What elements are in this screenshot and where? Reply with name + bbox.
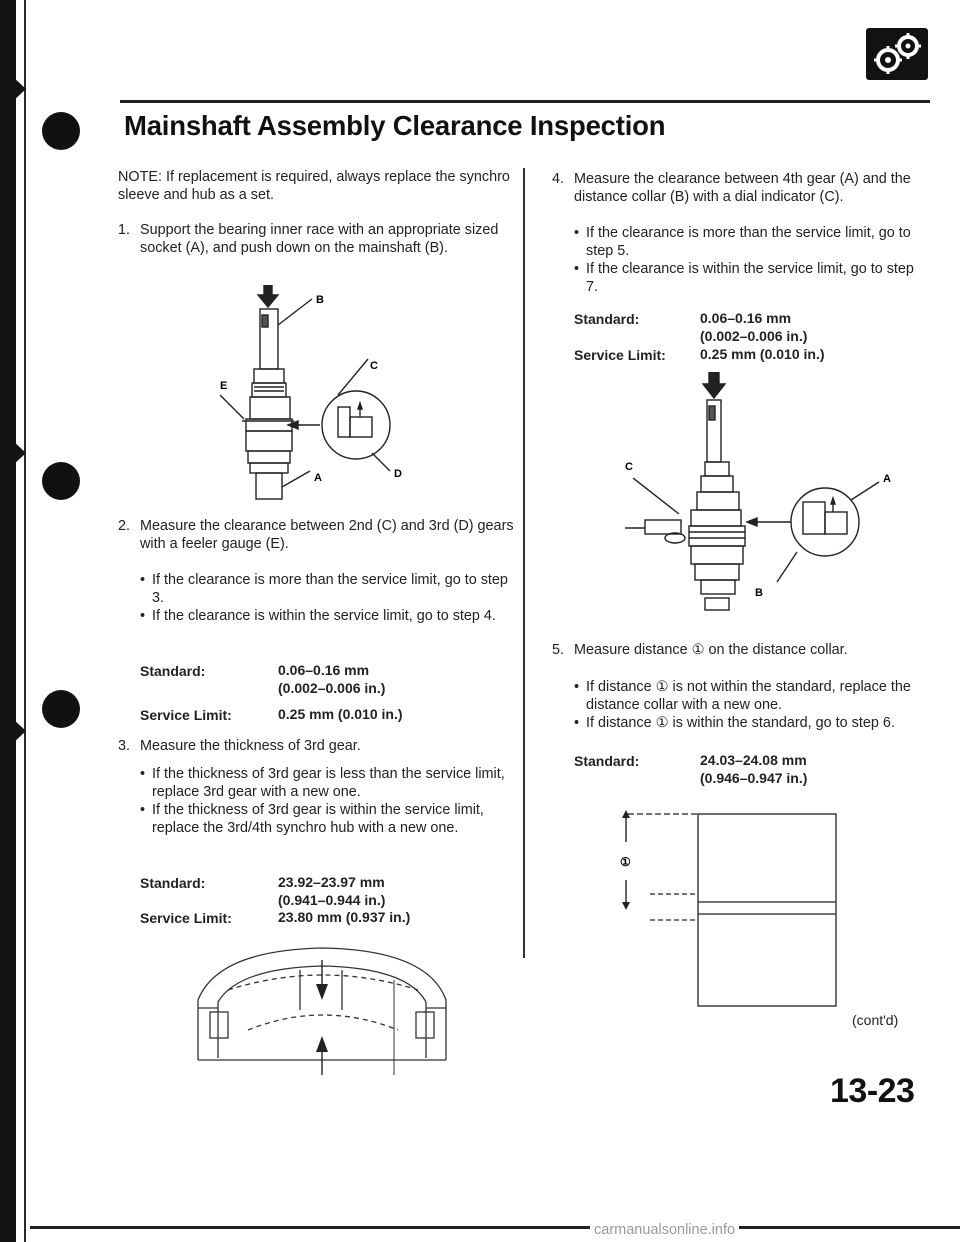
service-limit-label: Service Limit: [140, 910, 232, 926]
bullet-item: • If distance ① is within the standard, go to step 6. [574, 715, 895, 731]
section-dot-icon [42, 690, 80, 728]
figure-label: C [370, 360, 378, 372]
step-number: 3. [118, 738, 131, 754]
step-text: Measure the thickness of 3rd gear. [140, 738, 361, 754]
section-dot-icon [42, 462, 80, 500]
binding-spine [0, 0, 16, 1242]
section-dot-icon [42, 112, 80, 150]
standard-value: 0.06–0.16 mm [700, 310, 792, 326]
page-title: Mainshaft Assembly Clearance Inspection [124, 110, 666, 141]
service-limit-label: Service Limit: [574, 347, 666, 363]
standard-label: Standard: [140, 875, 206, 891]
step-number: 4. [552, 171, 565, 187]
footer-rule [30, 1226, 960, 1229]
step-3 [118, 737, 518, 755]
step-text: Measure distance ① on the distance collar. [574, 642, 848, 658]
bullet-item: • If the clearance is within the service limit, go to step 7. [574, 261, 914, 295]
page-number: 13-23 [830, 1072, 915, 1110]
bullet-item: • If the clearance is more than the service limit, go to step 3. [140, 572, 508, 606]
figure-label: A [883, 473, 891, 485]
step-number: 1. [118, 222, 131, 238]
continued-label: (cont'd) [852, 1012, 899, 1028]
distance-marker: ① [620, 855, 631, 869]
step-text: Measure the clearance between 4th gear (A) and the distance collar (B) with a dial indicator (C). [574, 171, 911, 205]
standard-label: Standard: [574, 311, 640, 327]
gears-icon [866, 28, 928, 80]
service-limit-value: 23.80 mm (0.937 in.) [278, 909, 411, 925]
figure-label: D [394, 468, 402, 480]
step-number: 5. [552, 642, 565, 658]
step-1 [118, 221, 518, 257]
figure-dial-indicator [615, 372, 895, 612]
standard-label: Standard: [140, 663, 206, 679]
step-number: 2. [118, 518, 131, 534]
section-tab-marker [0, 76, 24, 102]
bullet-item: • If the thickness of 3rd gear is within the service limit, replace the 3rd/4th synchro hub with a new one. [140, 802, 484, 836]
service-limit-value: 0.25 mm (0.010 in.) [700, 346, 825, 362]
standard-value: 0.06–0.16 mm [278, 662, 370, 678]
figure-3rd-gear-thickness [188, 940, 458, 1075]
margin-rule [24, 0, 26, 1242]
bullet-item: • If the clearance is within the service limit, go to step 4. [140, 608, 496, 624]
standard-value: 24.03–24.08 mm [700, 752, 807, 768]
section-tab-marker [0, 718, 24, 744]
standard-value: 23.92–23.97 mm [278, 874, 385, 890]
service-limit-value: 0.25 mm (0.010 in.) [278, 706, 403, 722]
figure-distance-collar [610, 810, 840, 1010]
figure-label: B [755, 587, 763, 599]
standard-value-inches: (0.002–0.006 in.) [700, 328, 808, 344]
service-limit-label: Service Limit: [140, 707, 232, 723]
step-text: Support the bearing inner race with an appropriate sized socket (A), and push down on the mainshaft (B). [140, 222, 499, 256]
watermark-text: carmanualsonline.info [590, 1222, 739, 1238]
figure-label: A [314, 472, 322, 484]
column-divider [523, 168, 525, 958]
standard-label: Standard: [574, 753, 640, 769]
header-rule [120, 100, 930, 103]
step-2 [118, 517, 518, 553]
standard-value-inches: (0.002–0.006 in.) [278, 680, 386, 696]
figure-mainshaft-feeler-gauge [220, 285, 420, 510]
section-tab-marker [0, 440, 24, 466]
bullet-item: • If the clearance is more than the service limit, go to step 5. [574, 225, 911, 259]
bullet-item: • If the thickness of 3rd gear is less than the service limit, replace 3rd gear with a new one. [140, 766, 505, 800]
step-5 [552, 641, 924, 659]
note-text: NOTE: If replacement is required, always replace the synchro sleeve and hub as a set. [118, 169, 510, 203]
standard-value-inches: (0.941–0.944 in.) [278, 892, 386, 908]
figure-label: E [220, 380, 228, 392]
figure-label: C [625, 461, 633, 473]
step-text: Measure the clearance between 2nd (C) and 3rd (D) gears with a feeler gauge (E). [140, 518, 514, 552]
bullet-item: • If distance ① is not within the standard, replace the distance collar with a new one. [574, 679, 911, 713]
standard-value-inches: (0.946–0.947 in.) [700, 770, 808, 786]
figure-label: B [316, 294, 324, 306]
step-4 [552, 170, 924, 206]
